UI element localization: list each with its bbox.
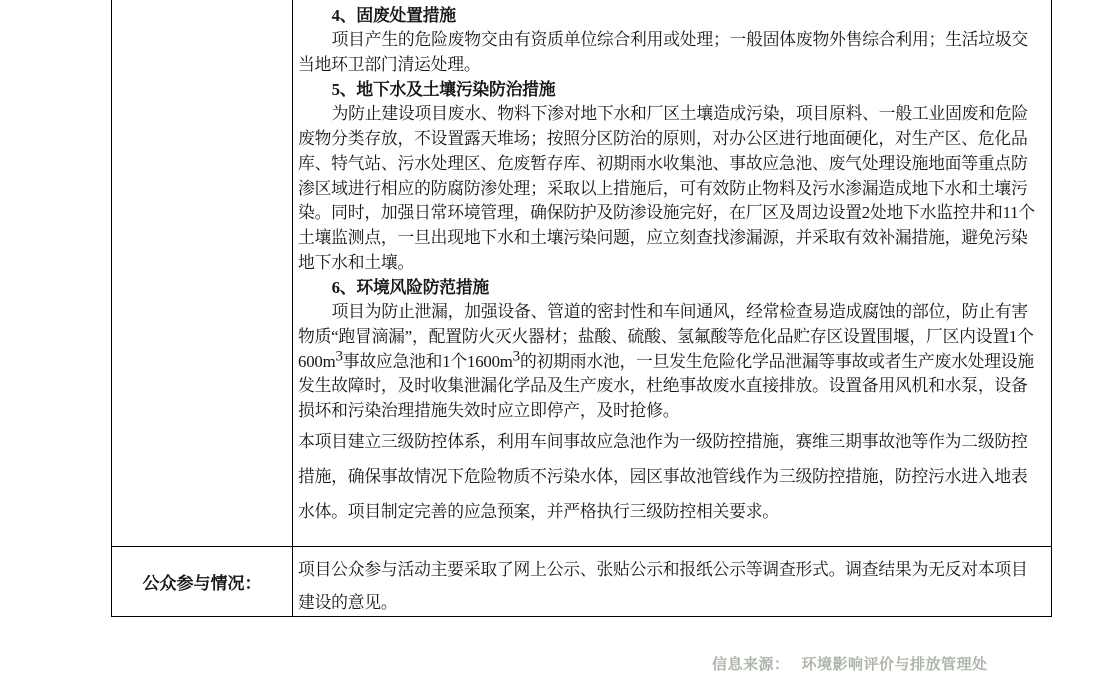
measures-content-cell <box>293 0 1052 546</box>
measures-label-cell <box>111 0 293 546</box>
risk-text-between-sups: 事故应急池和1个1600m <box>342 351 513 371</box>
public-participation-body: 项目公众参与活动主要采取了网上公示、张贴公示和报纸公示等调查形式。调查结果为无反对本项目建设的意见。 <box>298 560 1028 612</box>
section-body-tiered-control: 本项目建立三级防控体系，利用车间事故应急池作为一级防控措施，赛维三期事故池等作为二级防控措施，确保事故情况下危险物质不污染水体，园区事故池管线作为三级防控措施，防控污水进入地表水体。项目制定完善的应急预案，并严格执行三级防控相关要求。 <box>298 431 1028 521</box>
info-source-value: 环境影响评价与排放管理处 <box>801 657 988 673</box>
section-body-solid-waste: 项目产生的危险废物交由有资质单位综合利用或处理；一般固体废物外售综合利用；生活垃圾交当地环卫部门清运处理。 <box>298 30 1029 74</box>
public-participation-content-cell <box>293 547 1052 616</box>
table-row-public-participation <box>111 547 1052 617</box>
section-heading-groundwater-soil: 5、地下水及土壤污染防治措施 <box>331 80 556 100</box>
cubic-meter-superscript-1: 3 <box>335 348 343 365</box>
risk-text-after-sup2: 的初期雨水池，一旦发生危险化学品泄漏等事故或者生产废水处理设施发生故障时，及时收集泄漏化学品及生产废水，杜绝事故废水直接排放。设置备用风机和水泵，设备损坏和污染治理措施失效时应立即停产，及时抢修。 <box>298 351 1034 421</box>
section-body-groundwater-soil: 为防止建设项目废水、物料下渗对地下水和厂区土壤造成污染，项目原料、一般工业固废和危险废物分类存放，不设置露天堆场；按照分区防治的原则，对办公区进行地面硬化，对生产区、危化品库、特气站、污水处理区、危废暂存库、初期雨水收集池、事故应急池、废气处理设施地面等重点防渗区域进行相应的防腐防渗处理；采取以上措施后，可有效防止物料及污水渗漏造成地下水和土壤污染。同时，加强日常环境管理，确保防护及防渗设施完好，在厂区及周边设置2处地下水监控井和11个土壤监测点，一旦出现地下水和土壤污染问题，应立刻查找渗漏源，并采取有效补漏措施，避免污染地下水和土壤。 <box>298 104 1035 272</box>
section-heading-solid-waste: 4、固废处置措施 <box>331 6 456 25</box>
public-participation-label: 公众参与情况： <box>111 547 293 616</box>
info-source-line <box>712 653 988 674</box>
eia-document-table <box>111 0 1052 617</box>
section-body-risk-prevention <box>298 300 1043 424</box>
table-row-measures <box>111 0 1052 547</box>
cubic-meter-superscript-2: 3 <box>512 348 520 365</box>
info-source-label: 信息来源： <box>712 657 790 673</box>
risk-text-before-sup1: 项目为防止泄漏，加强设备、管道的密封性和车间通风，经常检查易造成腐蚀的部位，防止有害物质“跑冒滴漏”，配置防火灭火器材；盐酸、硫酸、氢氟酸等危化品贮存区设置围堰，厂区内设置1个600m <box>298 302 1034 371</box>
section-heading-risk-prevention: 6、环境风险防范措施 <box>331 278 490 298</box>
